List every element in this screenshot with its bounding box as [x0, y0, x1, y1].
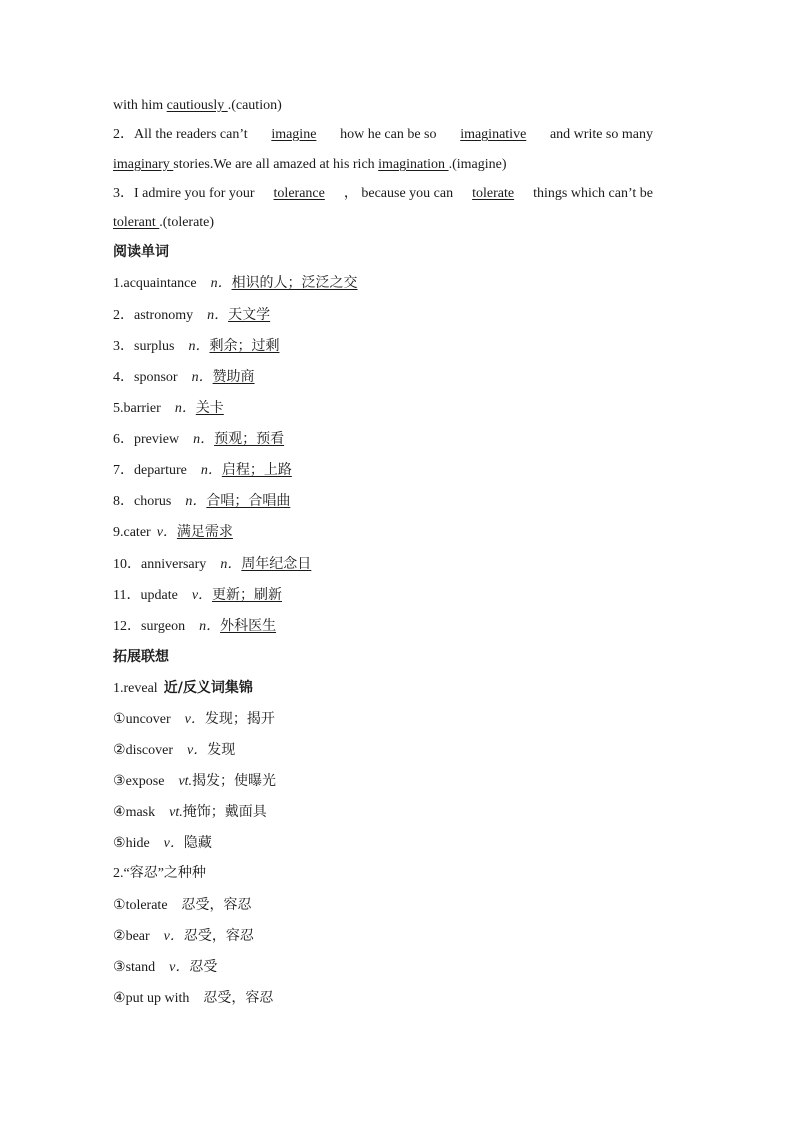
word-item: 11．update v．更新；刷新 [113, 587, 283, 603]
synonym-item: ②discover v．发现 [113, 742, 236, 758]
practice-line-3 [113, 155, 506, 175]
word-item: 4．sponsor n．赞助商 [113, 369, 255, 385]
word-item: 8．chorus n．合唱；合唱曲 [113, 493, 291, 509]
word-item: 5.barrier n．关卡 [113, 400, 224, 416]
section-heading-expansion: 拓展联想 [113, 649, 169, 665]
synonym-item: ④put up with 忍受，容忍 [113, 990, 274, 1006]
text: and write so many [549, 127, 653, 142]
text: 2．All the readers can’t [113, 127, 248, 142]
text: things which can’t be [533, 186, 653, 201]
answer: imaginary [113, 157, 174, 172]
practice-line-2 [113, 125, 653, 145]
word-item: 10．anniversary n．周年纪念日 [113, 556, 312, 572]
answer: tolerant [113, 215, 160, 230]
answer: tolerance [273, 186, 325, 201]
text: how he can be so [340, 127, 437, 142]
text: stories.We are all amazed at his rich [173, 157, 379, 172]
word-item: 1.acquaintance n．相识的人；泛泛之交 [113, 275, 358, 291]
word-item: 3．surplus n．剩余；过剩 [113, 338, 280, 354]
answer: imagine [271, 127, 317, 142]
text: .(imagine) [448, 157, 507, 172]
group-title-reveal: 1.reveal 近/反义词集锦 [113, 680, 253, 696]
answer: tolerate [472, 186, 515, 201]
text: ， because you can [343, 186, 454, 201]
synonym-item: ④mask vt.掩饰；戴面具 [113, 804, 267, 820]
synonym-item: ⑤hide v．隐藏 [113, 835, 212, 851]
practice-line-5 [113, 213, 214, 233]
group-title-tolerate: 2.“容忍”之种种 [113, 866, 206, 881]
word-item: 12．surgeon n．外科医生 [113, 618, 277, 634]
text: .(tolerate) [159, 215, 215, 230]
synonym-item: ①uncover v．发现；揭开 [113, 711, 275, 727]
word-item: 7．departure n．启程；上路 [113, 462, 292, 478]
word-item: 9.cater v．满足需求 [113, 524, 233, 540]
text: 3．I admire you for your [113, 186, 255, 201]
synonym-item: ②bear v．忍受，容忍 [113, 928, 254, 944]
practice-line-1 [113, 96, 282, 116]
answer: cautiously [166, 98, 228, 113]
text: .(caution) [227, 98, 282, 113]
synonym-item: ③expose vt.揭发；使曝光 [113, 773, 277, 789]
answer: imagination [378, 157, 449, 172]
word-item: 2．astronomy n．天文学 [113, 307, 271, 323]
synonym-item: ①tolerate 忍受，容忍 [113, 897, 252, 913]
word-item: 6．preview n．预观；预看 [113, 431, 285, 447]
synonym-item: ③stand v．忍受 [113, 959, 218, 975]
answer: imaginative [460, 127, 527, 142]
practice-line-4 [113, 184, 653, 204]
text: with him [113, 98, 167, 113]
section-heading-reading-words: 阅读单词 [113, 244, 169, 260]
